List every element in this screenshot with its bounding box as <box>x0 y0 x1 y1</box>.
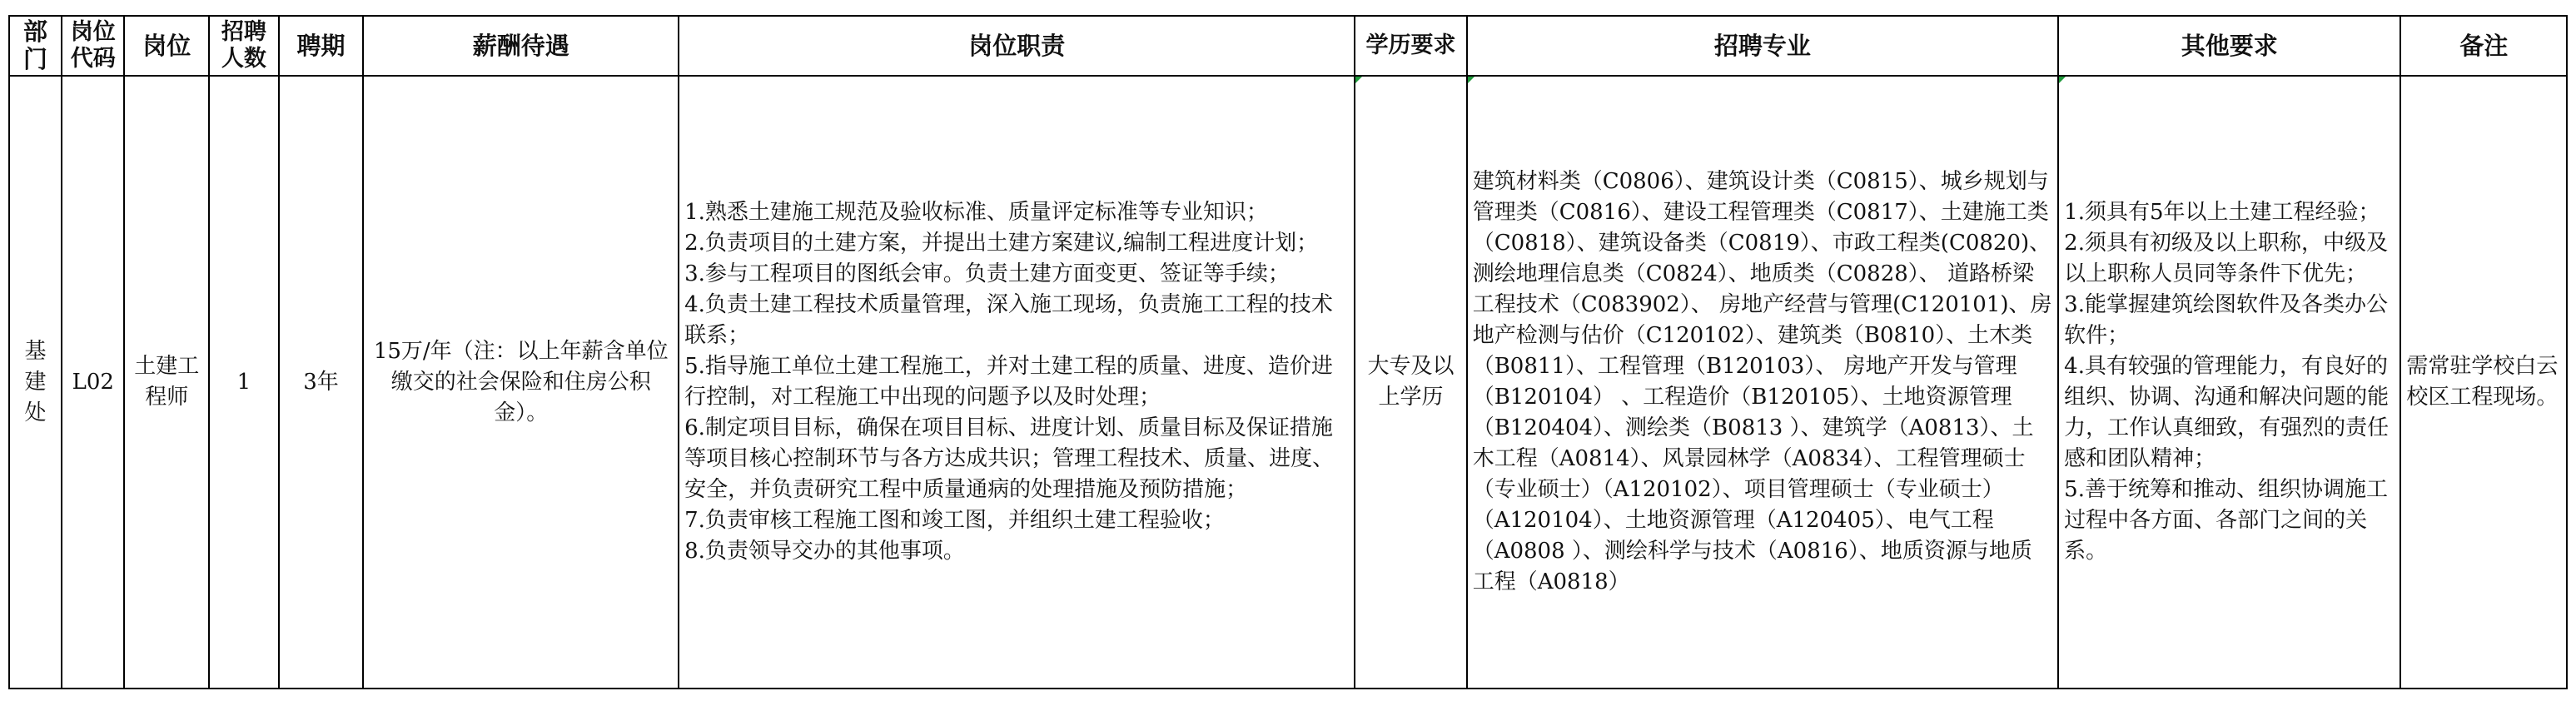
header-majors: 招聘专业 <box>1467 16 2058 76</box>
header-code: 岗位代码 <box>62 16 124 76</box>
cell-term: 3年 <box>279 76 364 689</box>
recruitment-table <box>8 15 2568 689</box>
table-row <box>9 76 2567 689</box>
cell-position: 土建工程师 <box>124 76 209 689</box>
header-row <box>9 16 2567 76</box>
header-term: 聘期 <box>279 16 364 76</box>
header-salary: 薪酬待遇 <box>363 16 679 76</box>
cell-duties <box>679 76 1355 689</box>
header-other: 其他要求 <box>2058 16 2400 76</box>
header-dept: 部门 <box>9 16 62 76</box>
requirement-item: 1.须具有5年以上土建工程经验； <box>2064 200 2380 225</box>
requirement-item: 4.具有较强的管理能力，有良好的组织、协调、沟通和解决问题的能力，工作认真细致，有强烈的责任感和团队精神； <box>2064 354 2390 471</box>
duty-item: 2.负责项目的土建方案，并提出土建方案建议,编制工程进度计划； <box>684 231 1319 256</box>
duty-item: 4.负责土建工程技术质量管理，深入施工现场，负责施工工程的技术联系； <box>684 292 1333 348</box>
cell-salary: 15万/年（注：以上年薪含单位缴交的社会保险和住房公积金）。 <box>363 76 679 689</box>
header-education: 学历要求 <box>1355 16 1466 76</box>
cell-code: L02 <box>62 76 124 689</box>
duty-item: 1.熟悉土建施工规范及验收标准、质量评定标准等专业知识； <box>684 200 1268 225</box>
duty-item: 3.参与工程项目的图纸会审。负责土建方面变更、签证等手续； <box>684 261 1290 286</box>
requirement-item: 3.能掌握建筑绘图软件及各类办公软件； <box>2064 292 2388 348</box>
header-duties: 岗位职责 <box>679 16 1355 76</box>
cell-other-requirements <box>2058 76 2400 689</box>
cell-dept: 基建处 <box>9 76 62 689</box>
duty-item: 6.制定项目目标，确保在项目目标、进度计划、质量目标及保证措施等项目核心控制环节与各方达成共识；管理工程技术、质量、进度、安全，并负责研究工程中质量通病的处理措施及预防措施； <box>684 415 1335 502</box>
requirement-item: 5.善于统筹和推动、组织协调施工过程中各方面、各部门之间的关系。 <box>2064 477 2388 564</box>
header-count: 招聘人数 <box>209 16 278 76</box>
duty-item: 5.指导施工单位土建工程施工，并对土建工程的质量、进度、造价进行控制，对工程施工中出现的问题予以及时处理； <box>684 354 1333 410</box>
requirement-item: 2.须具有初级及以上职称，中级及以上职称人员同等条件下优先； <box>2064 231 2388 286</box>
header-notes: 备注 <box>2400 16 2567 76</box>
cell-count: 1 <box>209 76 278 689</box>
duty-item: 8.负责领导交办的其他事项。 <box>684 539 965 564</box>
duty-item: 7.负责审核工程施工图和竣工图，并组织土建工程验收； <box>684 508 1225 533</box>
cell-notes: 需常驻学校白云校区工程现场。 <box>2400 76 2567 689</box>
cell-education: 大专及以上学历 <box>1355 76 1466 689</box>
header-position: 岗位 <box>124 16 209 76</box>
cell-majors: 建筑材料类（C0806）、建筑设计类（C0815）、城乡规划与管理类（C0816）、建设工程管理类（C0817）、土建施工类（C0818）、建筑设备类（C0819）、市政工程类(C0820)、测绘地理信息类（C0824）、地质类（C0828）、 道路桥梁工程技术（C083902）、 房地产经营与管理(C120101)、房地产检测与估价（C120102）、建筑类（B0810）、土木类（B0811）、工程管理（B120103）、 房地产开发与管理（B120104） 、工程造价（B120105）、土地资源管理（B120404）、测绘类（B0813 ）、建筑学（A0813）、土木工程（A0814）、风景园林学（A0834）、工程管理硕士（专业硕士）（A120102）、项目管理硕士（专业硕士）（A120104）、土地资源管理（A120405）、电气工程（A0808 ）、测绘科学与技术（A0816）、地质资源与地质工程（A0818） <box>1467 76 2058 689</box>
